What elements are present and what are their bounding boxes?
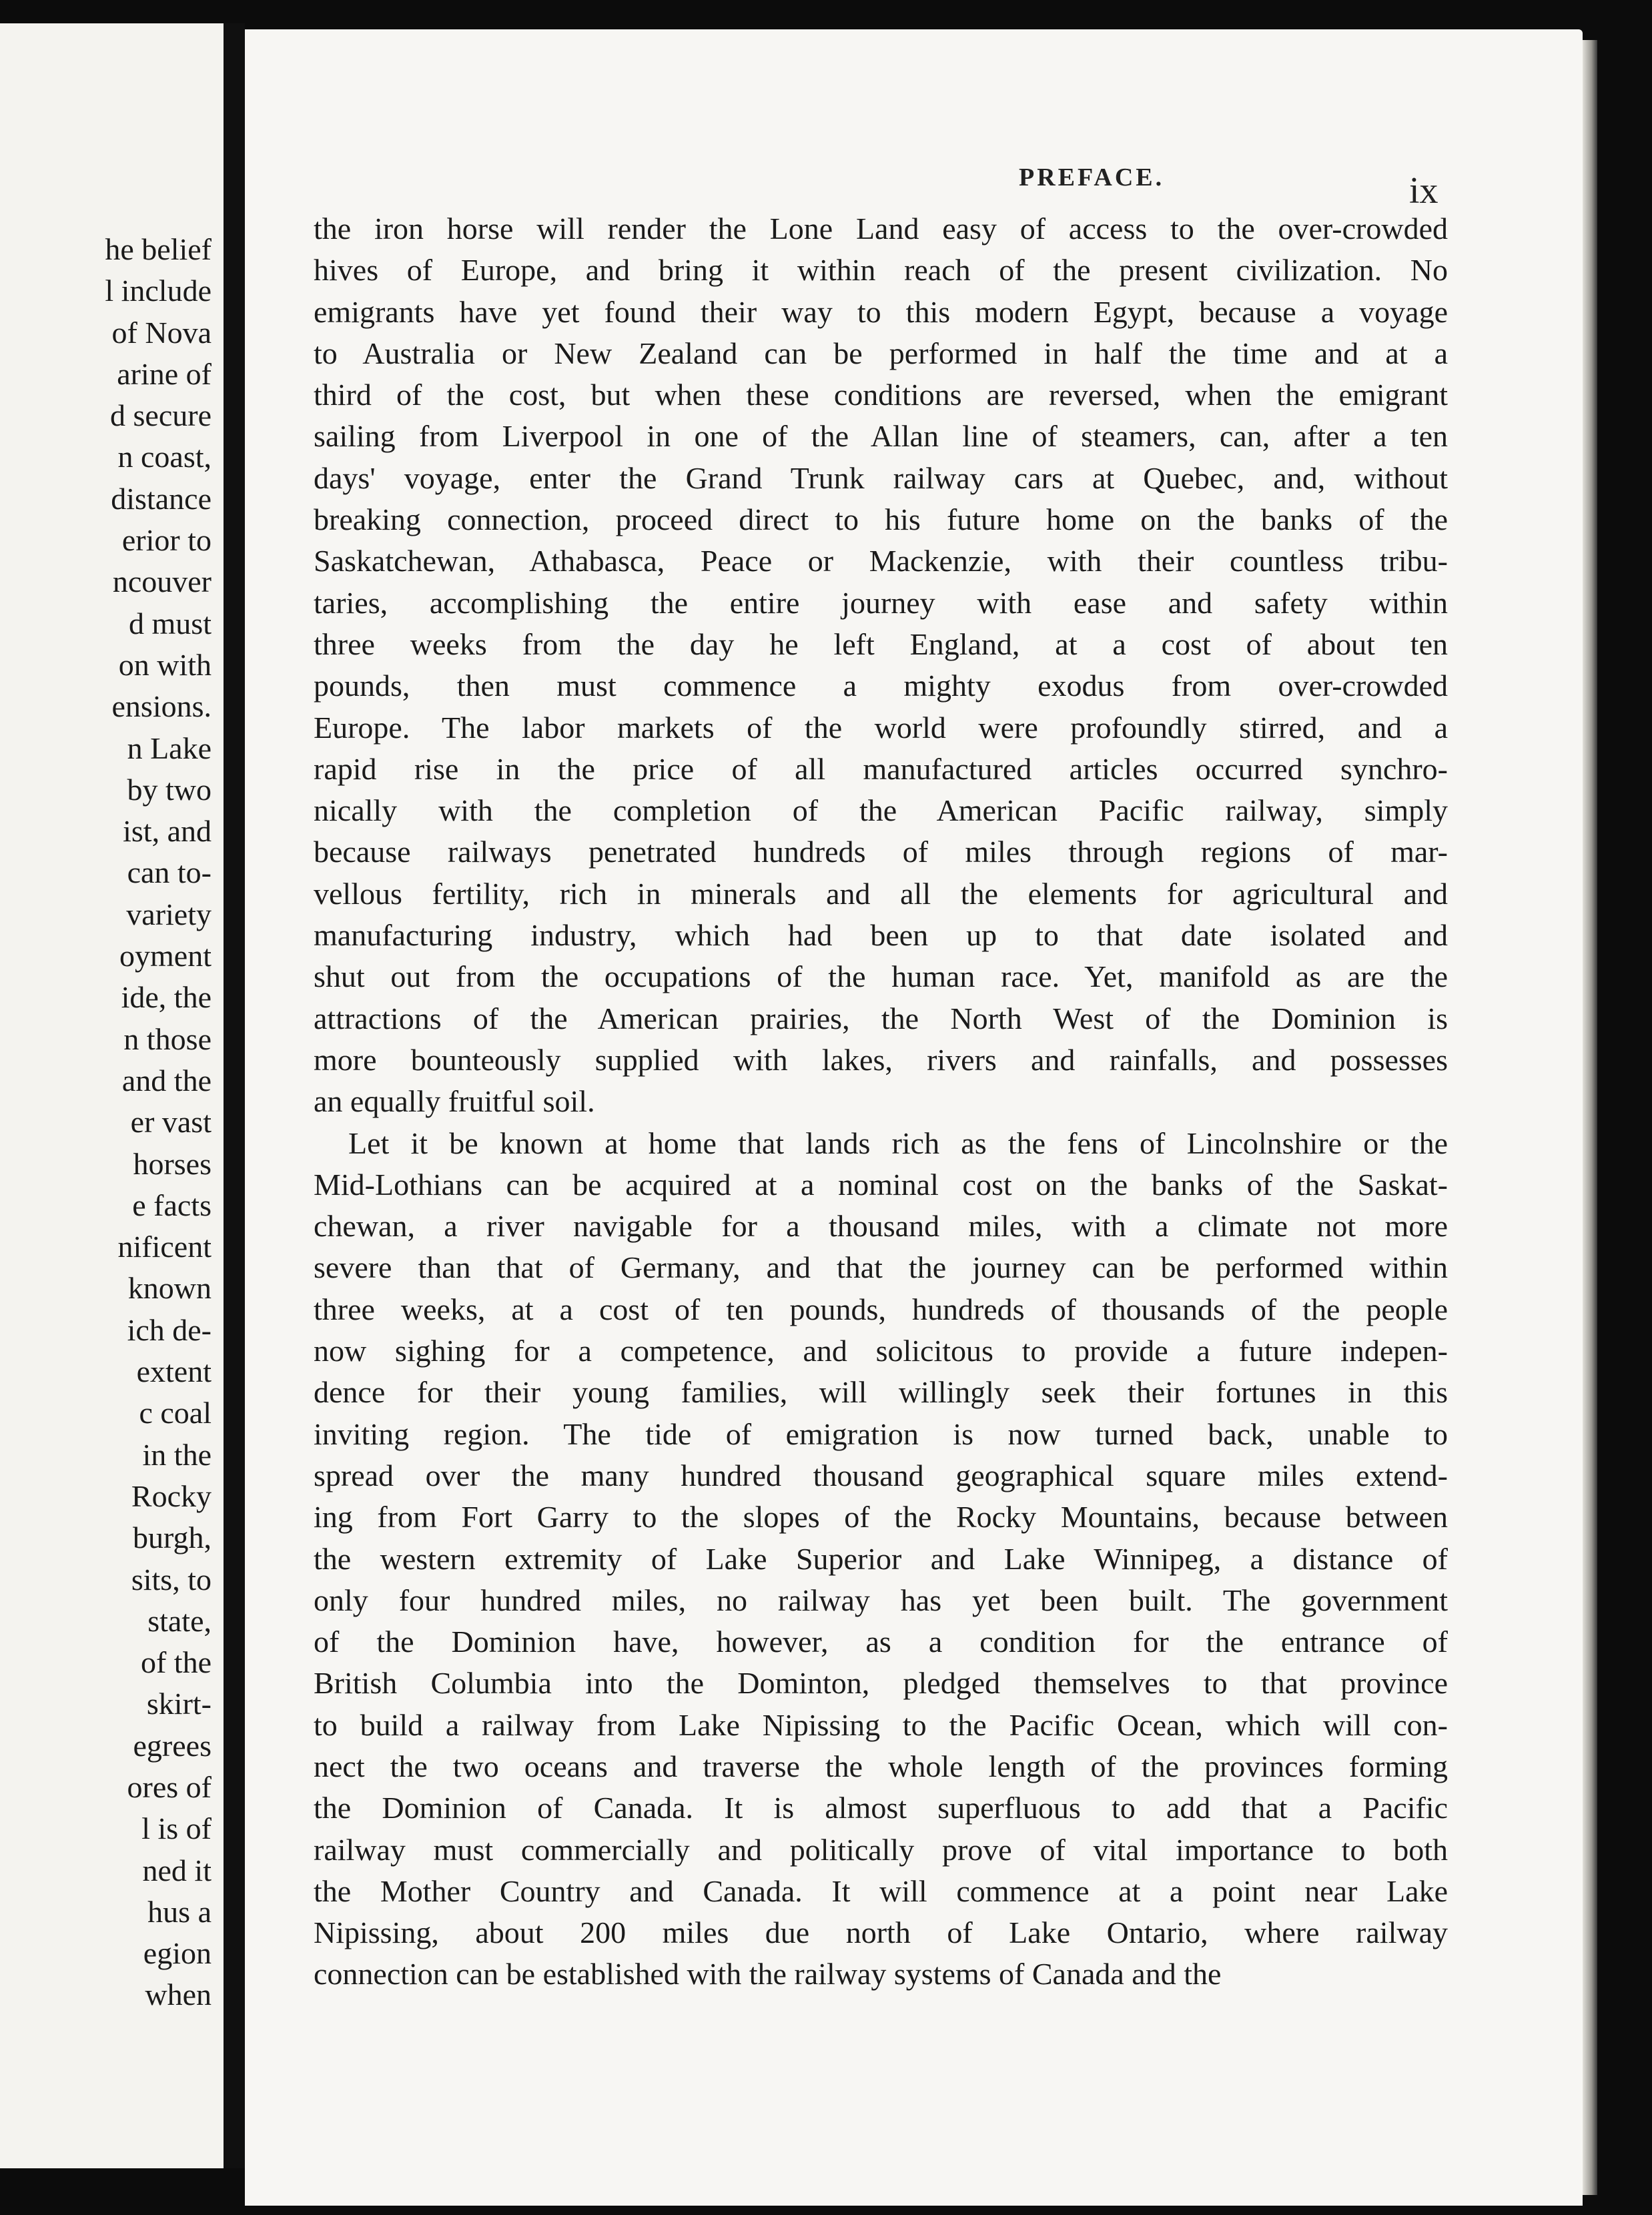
text-line: dence for their young families, will willingly seek their fortunes in this: [314, 1375, 1448, 1410]
paragraph: [314, 1123, 1448, 1996]
left-page-line: egrees: [133, 1728, 212, 1763]
text-line: pounds, then must commence a mighty exodus from over-crowded: [314, 669, 1448, 703]
text-line: manufacturing industry, which had been up to that date isolated and: [314, 918, 1448, 953]
left-page-line: n coast,: [117, 440, 212, 474]
left-page-line: he belief: [105, 232, 212, 266]
left-page-line: ores of: [127, 1769, 212, 1804]
book-gutter: [224, 23, 245, 2168]
paragraph: [314, 208, 1448, 1123]
text-line: hives of Europe, and bring it within reach of the present civilization. No: [314, 253, 1448, 288]
left-page-line: of Nova: [111, 315, 212, 350]
left-page-line: l is of: [141, 1811, 212, 1846]
left-page-line: in the: [142, 1437, 212, 1472]
left-page-line: er vast: [130, 1105, 212, 1140]
left-page-line: nificent: [117, 1230, 212, 1264]
text-line: the Mother Country and Canada. It will commence at a point near Lake: [314, 1873, 1448, 1908]
left-page-line: state,: [147, 1603, 212, 1638]
left-page-line: d must: [129, 606, 212, 640]
left-page-line: l include: [105, 274, 212, 308]
left-page-line: egion: [143, 1936, 212, 1971]
text-line: vellous fertility, rich in minerals and all the elements for agricultural and: [314, 876, 1448, 911]
left-page-line: when: [145, 1977, 212, 2012]
text-line: nect the two oceans and traverse the whole length of the provinces forming: [314, 1749, 1448, 1783]
left-page-line: arine of: [117, 356, 212, 391]
left-page-line: Rocky: [131, 1478, 212, 1513]
text-line: the iron horse will render the Lone Land easy of access to the over-crowded: [314, 211, 1448, 246]
text-line: now sighing for a competence, and solicitous to provide a future indepen-: [314, 1334, 1448, 1368]
text-line: Nipissing, about 200 miles due north of Lake Ontario, where railway: [314, 1915, 1448, 1950]
left-page-line: ist, and: [123, 814, 212, 849]
text-line: of the Dominion have, however, as a condition for the entrance of: [314, 1625, 1448, 1659]
text-line: Europe. The labor markets of the world were profoundly stirred, and a: [314, 710, 1448, 745]
text-line: ing from Fort Garry to the slopes of the Rocky Mountains, because between: [314, 1500, 1448, 1534]
text-line: the western extremity of Lake Superior and Lake Winnipeg, a distance of: [314, 1541, 1448, 1576]
left-page-line: d secure: [110, 398, 212, 433]
text-line: to build a railway from Lake Nipissing to the Pacific Ocean, which will con-: [314, 1707, 1448, 1742]
text-line: taries, accomplishing the entire journey with ease and safety within: [314, 585, 1448, 620]
text-line: sailing from Liverpool in one of the Allan line of steamers, can, after a ten: [314, 419, 1448, 454]
left-page-line: n those: [123, 1021, 212, 1056]
body-text: [314, 208, 1448, 1996]
text-line: British Columbia into the Dominton, pledged themselves to that province: [314, 1666, 1448, 1701]
text-line: third of the cost, but when these conditions are reversed, when the emigrant: [314, 378, 1448, 412]
left-page-line: horses: [133, 1146, 212, 1181]
text-line: three weeks from the day he left England, at a cost of about ten: [314, 626, 1448, 661]
text-line: attractions of the American prairies, the North West of the Dominion is: [314, 1001, 1448, 1035]
left-page-line: skirt-: [146, 1687, 212, 1721]
left-page-line: hus a: [147, 1894, 212, 1929]
text-line: only four hundred miles, no railway has yet been built. The government: [314, 1583, 1448, 1617]
left-page-line: and the: [121, 1063, 212, 1097]
left-page-line: on with: [118, 647, 212, 682]
left-page-line: c coal: [139, 1396, 212, 1430]
page-number: ix: [1409, 170, 1438, 211]
text-line: emigrants have yet found their way to this modern Egypt, because a voyage: [314, 294, 1448, 329]
left-page-line: of the: [140, 1645, 212, 1680]
text-line: more bounteously supplied with lakes, rivers and rainfalls, and possesses: [314, 1042, 1448, 1077]
left-page-line: oyment: [119, 939, 212, 973]
left-page-line: ensions.: [111, 689, 212, 724]
text-line: the Dominion of Canada. It is almost superfluous to add that a Pacific: [314, 1791, 1448, 1825]
text-line: chewan, a river navigable for a thousand miles, with a climate not more: [314, 1209, 1448, 1244]
left-page-line: ncouver: [112, 564, 212, 599]
left-page-line: ned it: [142, 1853, 212, 1887]
left-page-line: ide, the: [121, 980, 212, 1015]
left-page-line: distance: [111, 481, 212, 516]
left-page-line: e facts: [132, 1188, 212, 1222]
page-edge: [1583, 40, 1597, 2195]
text-line: inviting region. The tide of emigration is now turned back, unable to: [314, 1416, 1448, 1451]
text-line: breaking connection, proceed direct to his future home on the banks of the: [314, 502, 1448, 537]
text-line: to Australia or New Zealand can be performed in half the time and at a: [314, 336, 1448, 370]
left-page-line: erior to: [121, 523, 212, 558]
left-page-line: sits, to: [131, 1562, 212, 1597]
left-page-line: ich de-: [127, 1312, 212, 1347]
text-line: severe than that of Germany, and that the journey can be performed within: [314, 1250, 1448, 1285]
left-page-line: can to-: [127, 855, 212, 890]
left-page-fragment: [0, 23, 224, 2168]
text-line: days' voyage, enter the Grand Trunk railway cars at Quebec, and, without: [314, 460, 1448, 495]
left-page-line: extent: [136, 1354, 212, 1389]
text-line: Mid-Lothians can be acquired at a nominal cost on the banks of the Saskat-: [314, 1167, 1448, 1202]
left-page-line: burgh,: [133, 1520, 212, 1555]
text-line: an equally fruitful soil.: [314, 1084, 595, 1119]
text-line: nically with the completion of the American Pacific railway, simply: [314, 793, 1448, 828]
text-line: rapid rise in the price of all manufactured articles occurred synchro-: [314, 751, 1448, 786]
left-page-line: variety: [126, 897, 212, 931]
text-line: Let it be known at home that lands rich as the fens of Lincolnshire or the: [348, 1126, 1448, 1160]
right-page: [245, 29, 1583, 2206]
text-line: three weeks, at a cost of ten pounds, hundreds of thousands of the people: [314, 1292, 1448, 1326]
left-page-line: known: [127, 1271, 212, 1306]
text-line: connection can be established with the railway systems of Canada and the: [314, 1957, 1222, 1991]
text-line: because railways penetrated hundreds of miles through regions of mar-: [314, 835, 1448, 869]
running-head: PREFACE.: [1019, 163, 1165, 191]
text-line: shut out from the occupations of the human race. Yet, manifold as are the: [314, 959, 1448, 994]
text-line: spread over the many hundred thousand geographical square miles extend-: [314, 1458, 1448, 1492]
left-page-line: n Lake: [127, 731, 212, 765]
text-line: Saskatchewan, Athabasca, Peace or Mackenzie, with their countless tribu-: [314, 544, 1448, 578]
text-line: railway must commercially and politically prove of vital importance to both: [314, 1832, 1448, 1867]
left-page-text: [105, 229, 212, 2016]
left-page-line: by two: [127, 772, 212, 807]
